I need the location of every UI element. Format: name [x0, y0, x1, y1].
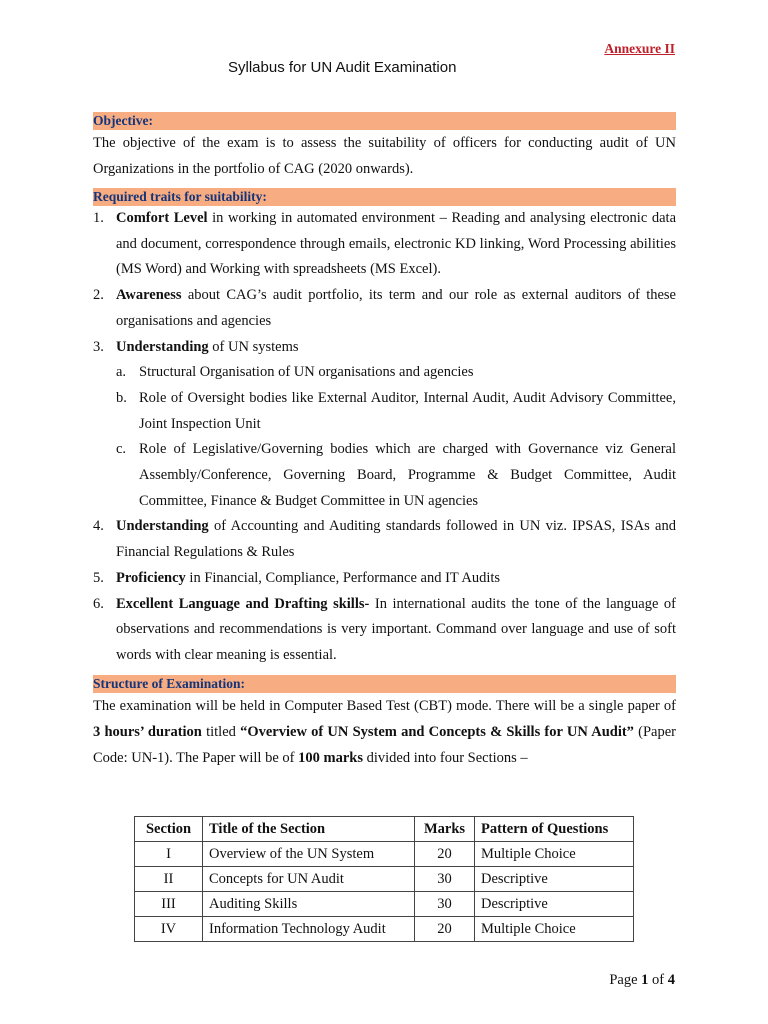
table-cell: Multiple Choice — [475, 917, 634, 942]
sub-item-letter: c. — [116, 441, 127, 458]
trait-text: of Accounting and Auditing standards followed in UN viz. IPSAS, ISAs and Financial Regulations & Rules — [116, 518, 676, 561]
paper-title-text: “Overview of UN System and Concepts & Skills for UN Audit” — [240, 723, 634, 740]
page-of: of — [648, 972, 668, 988]
trait-keyword: Understanding — [116, 338, 209, 355]
trait-text: in Financial, Compliance, Performance and IT Audits — [185, 569, 501, 586]
table-row — [135, 867, 634, 892]
table-cell: Overview of the UN System — [203, 842, 415, 867]
trait-item — [93, 566, 676, 592]
page-prefix: Page — [609, 972, 642, 988]
duration-text: 3 hours’ duration — [93, 723, 202, 740]
structure-text-part: divided into four Sections – — [362, 749, 528, 766]
annexure-label: Annexure II — [604, 41, 675, 56]
traits-list — [93, 206, 676, 669]
trait-number: 1. — [93, 210, 104, 226]
objective-text: The objective of the exam is to assess the suitability of officers for conducting audit of UN Organizations in the portfolio of CAG (2020 onwards). — [93, 135, 676, 177]
trait-keyword: Understanding — [116, 518, 209, 535]
traits-heading: Required traits for suitability: — [93, 188, 676, 206]
table-cell: Descriptive — [475, 892, 634, 917]
objective-heading: Objective: — [93, 112, 676, 130]
table-header-row — [135, 817, 634, 842]
table-cell: III — [135, 892, 203, 917]
table-row — [135, 917, 634, 942]
structure-text-part: (Paper Code: UN-1). The Paper will be of — [93, 723, 676, 766]
sub-item-text: Structural Organisation of UN organisations and agencies — [139, 364, 474, 381]
structure-text — [93, 693, 676, 771]
table-row — [135, 892, 634, 917]
table-cell: 20 — [415, 842, 475, 867]
sub-item — [93, 386, 676, 437]
table-cell: I — [135, 842, 203, 867]
sub-item-text: Role of Oversight bodies like External Auditor, Internal Audit, Audit Advisory Committee, Joint Inspection Unit — [139, 389, 676, 432]
trait-text: in working in automated environment – Reading and analysing electronic data and document, correspondence through emails, electronic KD linking, Word Processing abilities (MS Word) and Working with spreadsheets (MS Excel). — [116, 210, 677, 278]
table-row — [135, 842, 634, 867]
trait-item — [93, 335, 676, 361]
trait-item — [93, 206, 676, 283]
trait-number: 4. — [93, 518, 104, 535]
sub-item — [93, 360, 676, 386]
structure-text-part: The examination will be held in Computer Based Test (CBT) mode. There will be a single paper of — [93, 697, 676, 714]
trait-text: of UN systems — [208, 338, 299, 355]
trait-number: 5. — [93, 569, 104, 586]
table-cell: 30 — [415, 867, 475, 892]
document-title: Syllabus for UN Audit Examination — [228, 59, 457, 76]
column-header: Section — [135, 817, 203, 842]
structure-heading: Structure of Examination: — [93, 675, 676, 693]
page-current: 1 — [641, 972, 649, 988]
trait-sublist — [93, 360, 676, 514]
trait-number: 6. — [93, 595, 104, 612]
trait-item — [93, 592, 676, 669]
document-body — [93, 112, 676, 771]
table-cell: 20 — [415, 917, 475, 942]
trait-keyword: Proficiency — [116, 569, 186, 586]
table-cell: II — [135, 867, 203, 892]
structure-text-part: titled — [201, 723, 241, 740]
table-cell: Auditing Skills — [203, 892, 415, 917]
trait-item — [93, 514, 676, 565]
sub-item — [93, 437, 676, 514]
marks-text: 100 marks — [298, 749, 363, 766]
trait-keyword: Excellent Language and Drafting skills- — [116, 595, 370, 612]
trait-number: 2. — [93, 287, 104, 304]
sub-item-text: Role of Legislative/Governing bodies which are charged with Governance viz General Assembly/Conference, Governing Board, Programme & Budget Committee, Audit Committee, Finance & Budget Committee in UN agencies — [139, 441, 676, 509]
table-cell: 30 — [415, 892, 475, 917]
trait-text: In international audits the tone of the language of observations and recommendations is very important. Command over language and use of soft words with clear meaning is essential. — [116, 595, 676, 663]
trait-item — [93, 283, 676, 334]
column-header: Marks — [415, 817, 475, 842]
trait-keyword: Awareness — [116, 287, 182, 304]
sub-item-letter: a. — [116, 364, 127, 381]
page-total: 4 — [667, 972, 675, 988]
table-cell: Concepts for UN Audit — [203, 867, 415, 892]
trait-number: 3. — [93, 338, 104, 355]
trait-text: about CAG’s audit portfolio, its term and our role as external auditors of these organisations and agencies — [116, 287, 676, 329]
trait-keyword: Comfort Level — [116, 210, 208, 226]
table-cell: IV — [135, 917, 203, 942]
table-cell: Descriptive — [475, 867, 634, 892]
column-header: Pattern of Questions — [475, 817, 634, 842]
table-cell: Multiple Choice — [475, 842, 634, 867]
sub-item-letter: b. — [116, 389, 127, 406]
table-cell: Information Technology Audit — [203, 917, 415, 942]
sections-table — [134, 816, 634, 942]
page-number — [609, 972, 675, 989]
column-header: Title of the Section — [203, 817, 415, 842]
trait-sublist-container — [93, 360, 676, 514]
